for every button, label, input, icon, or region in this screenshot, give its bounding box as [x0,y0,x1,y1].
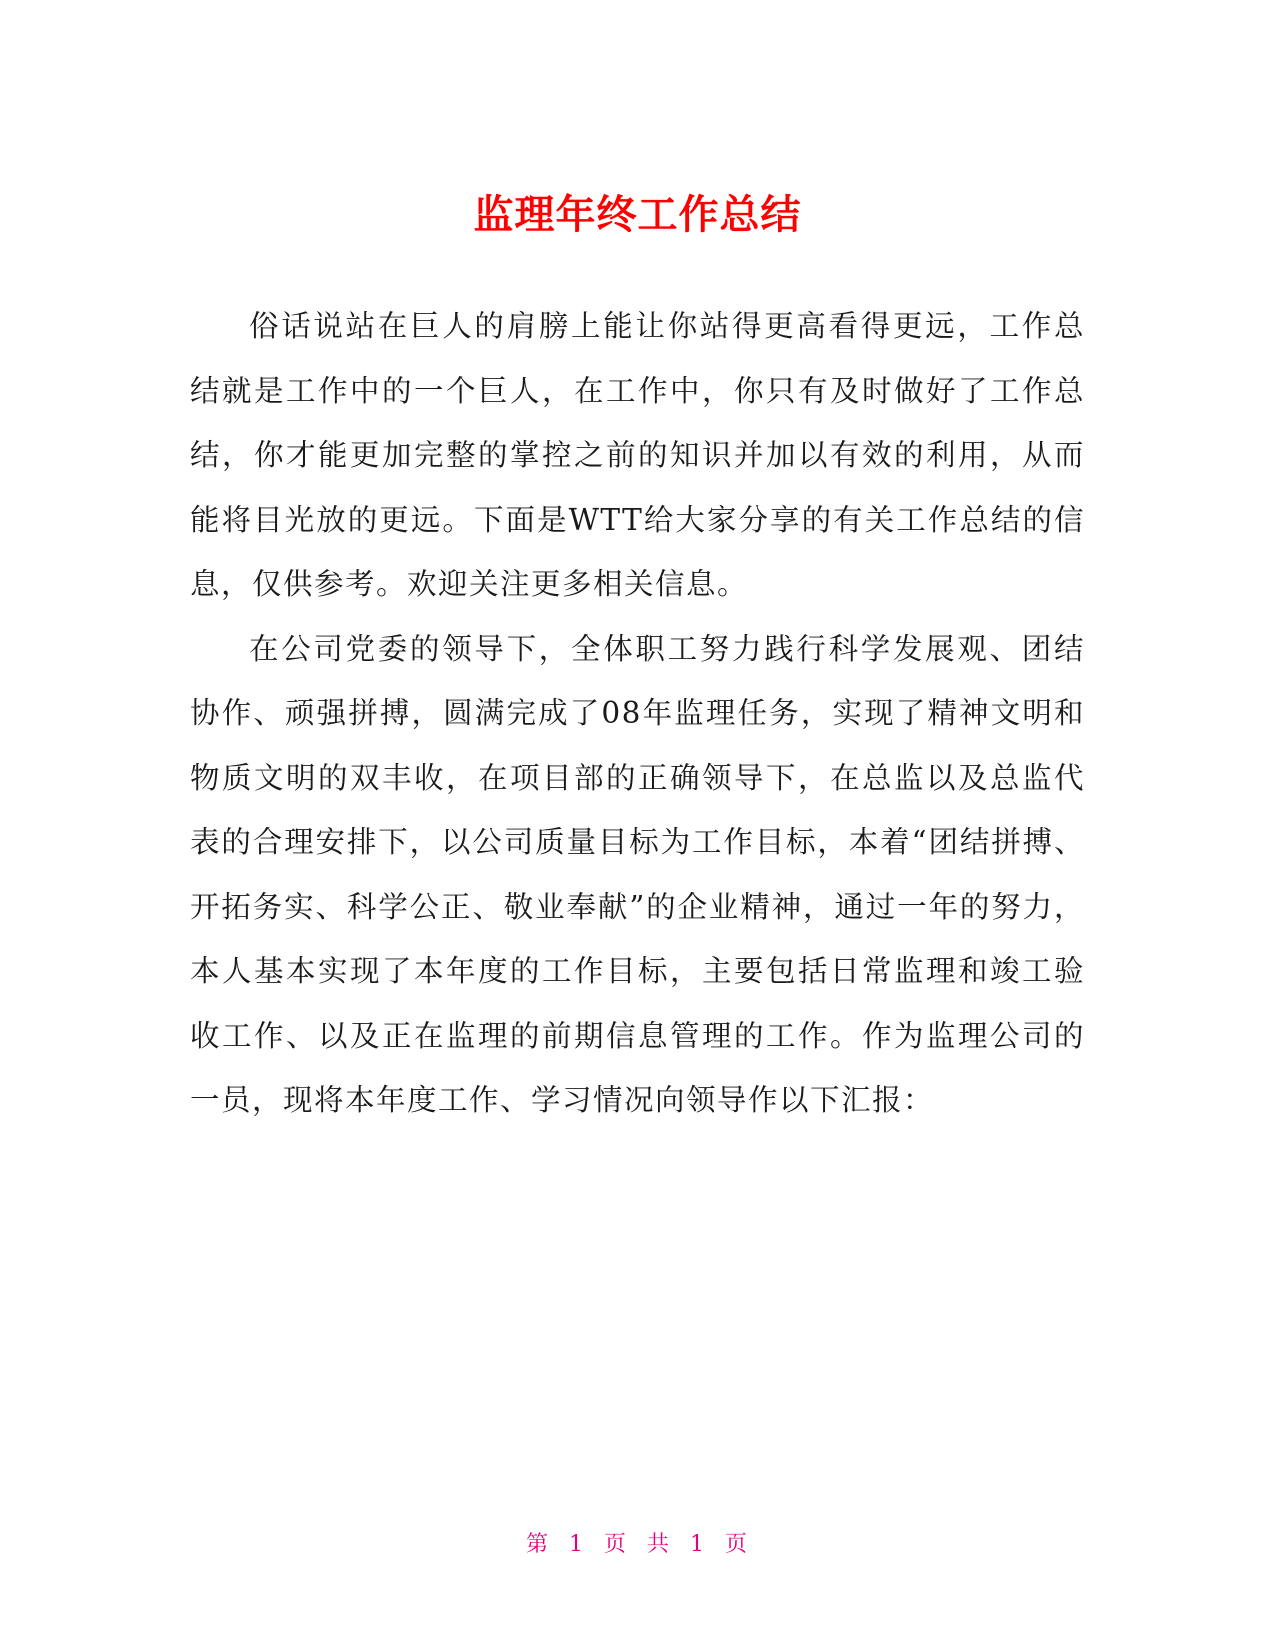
paragraph-main: 在公司党委的领导下，全体职工努力践行科学发展观、团结协作、顽强拼搏，圆满完成了08年监理任务，实现了精神文明和物质文明的双丰收，在项目部的正确领导下，在总监以及总监代表的合理安排下，以公司质量目标为工作目标，本着“团结拼搏、开拓务实、科学公正、敬业奉献”的企业精神，通过一年的努力，本人基本实现了本年度的工作目标，主要包括日常监理和竣工验收工作、以及正在监理的前期信息管理的工作。作为监理公司的一员，现将本年度工作、学习情况向领导作以下汇报： [190,631,1085,1117]
paragraph-intro: 俗话说站在巨人的肩膀上能让你站得更高看得更远，工作总结就是工作中的一个巨人，在工作中，你只有及时做好了工作总结，你才能更加完整的掌控之前的知识并加以有效的利用，从而能将目光放的更远。下面是WTT给大家分享的有关工作总结的信息，仅供参考。欢迎关注更多相关信息。 [190,309,1085,601]
document-title: 监理年终工作总结 [473,191,802,238]
document-body [190,294,1085,1133]
page-number-footer: 第 1 页 共 1 页 [526,1532,749,1557]
